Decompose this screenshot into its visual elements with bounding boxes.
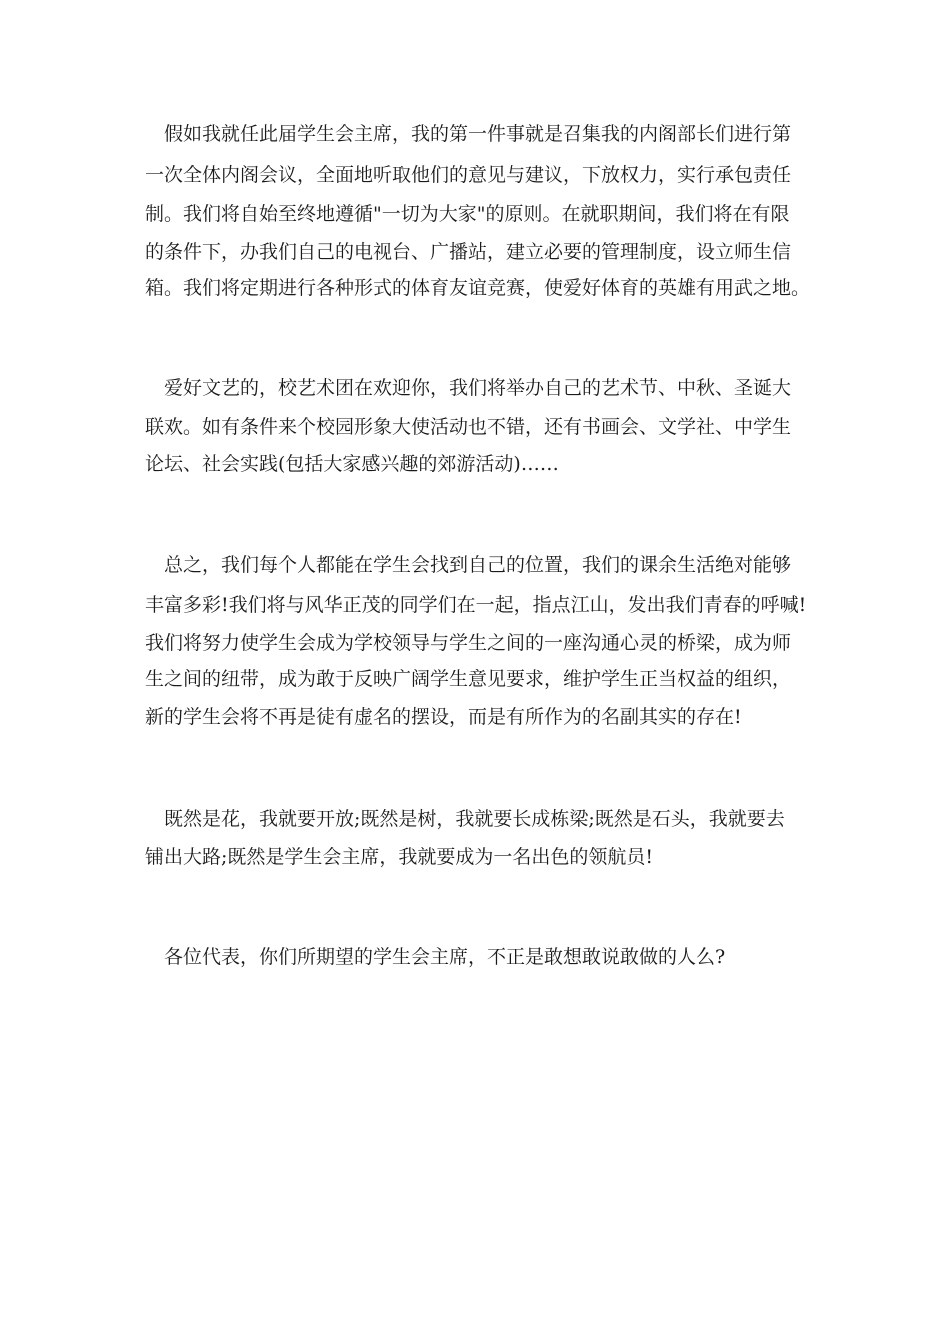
paragraph-line: 新的学生会将不再是徒有虚名的摆设，而是有所作为的名副其实的存在! xyxy=(145,706,742,728)
paragraph-line: 生之间的纽带，成为敢于反映广阔学生意见要求，维护学生正当权益的组织， xyxy=(145,668,792,690)
paragraph-line: 爱好文艺的，校艺术团在欢迎你，我们将举办自己的艺术节、中秋、圣诞大 xyxy=(164,377,792,399)
paragraph-line: 总之，我们每个人都能在学生会找到自己的位置，我们的课余生活绝对能够 xyxy=(164,554,792,576)
paragraph-line: 假如我就任此届学生会主席，我的第一件事就是召集我的内阁部长们进行第 xyxy=(164,123,792,145)
paragraph-line: 丰富多彩!我们将与风华正茂的同学们在一起，指点江山，发出我们青春的呼喊! xyxy=(145,594,807,616)
paragraph-line: 论坛、社会实践(包括大家感兴趣的郊游活动)…… xyxy=(145,453,559,475)
paragraph-line: 箱。我们将定期进行各种形式的体育友谊竞赛，使爱好体育的英雄有用武之地。 xyxy=(145,277,811,299)
paragraph-line: 的条件下，办我们自己的电视台、广播站，建立必要的管理制度，设立师生信 xyxy=(145,241,792,263)
paragraph-line: 联欢。如有条件来个校园形象大使活动也不错，还有书画会、文学社、中学生 xyxy=(145,416,792,438)
paragraph-line: 制。我们将自始至终地遵循"一切为大家"的原则。在就职期间，我们将在有限 xyxy=(145,203,790,225)
paragraph-line: 我们将努力使学生会成为学校领导与学生之间的一座沟通心灵的桥梁，成为师 xyxy=(145,632,792,654)
paragraph-line: 各位代表，你们所期望的学生会主席，不正是敢想敢说敢做的人么? xyxy=(164,946,726,968)
paragraph-line: 既然是花，我就要开放;既然是树，我就要长成栋梁;既然是石头，我就要去 xyxy=(164,808,785,830)
paragraph-line: 铺出大路;既然是学生会主席，我就要成为一名出色的领航员! xyxy=(145,846,654,868)
paragraph-line: 一次全体内阁会议，全面地听取他们的意见与建议，下放权力，实行承包责任 xyxy=(145,164,792,186)
